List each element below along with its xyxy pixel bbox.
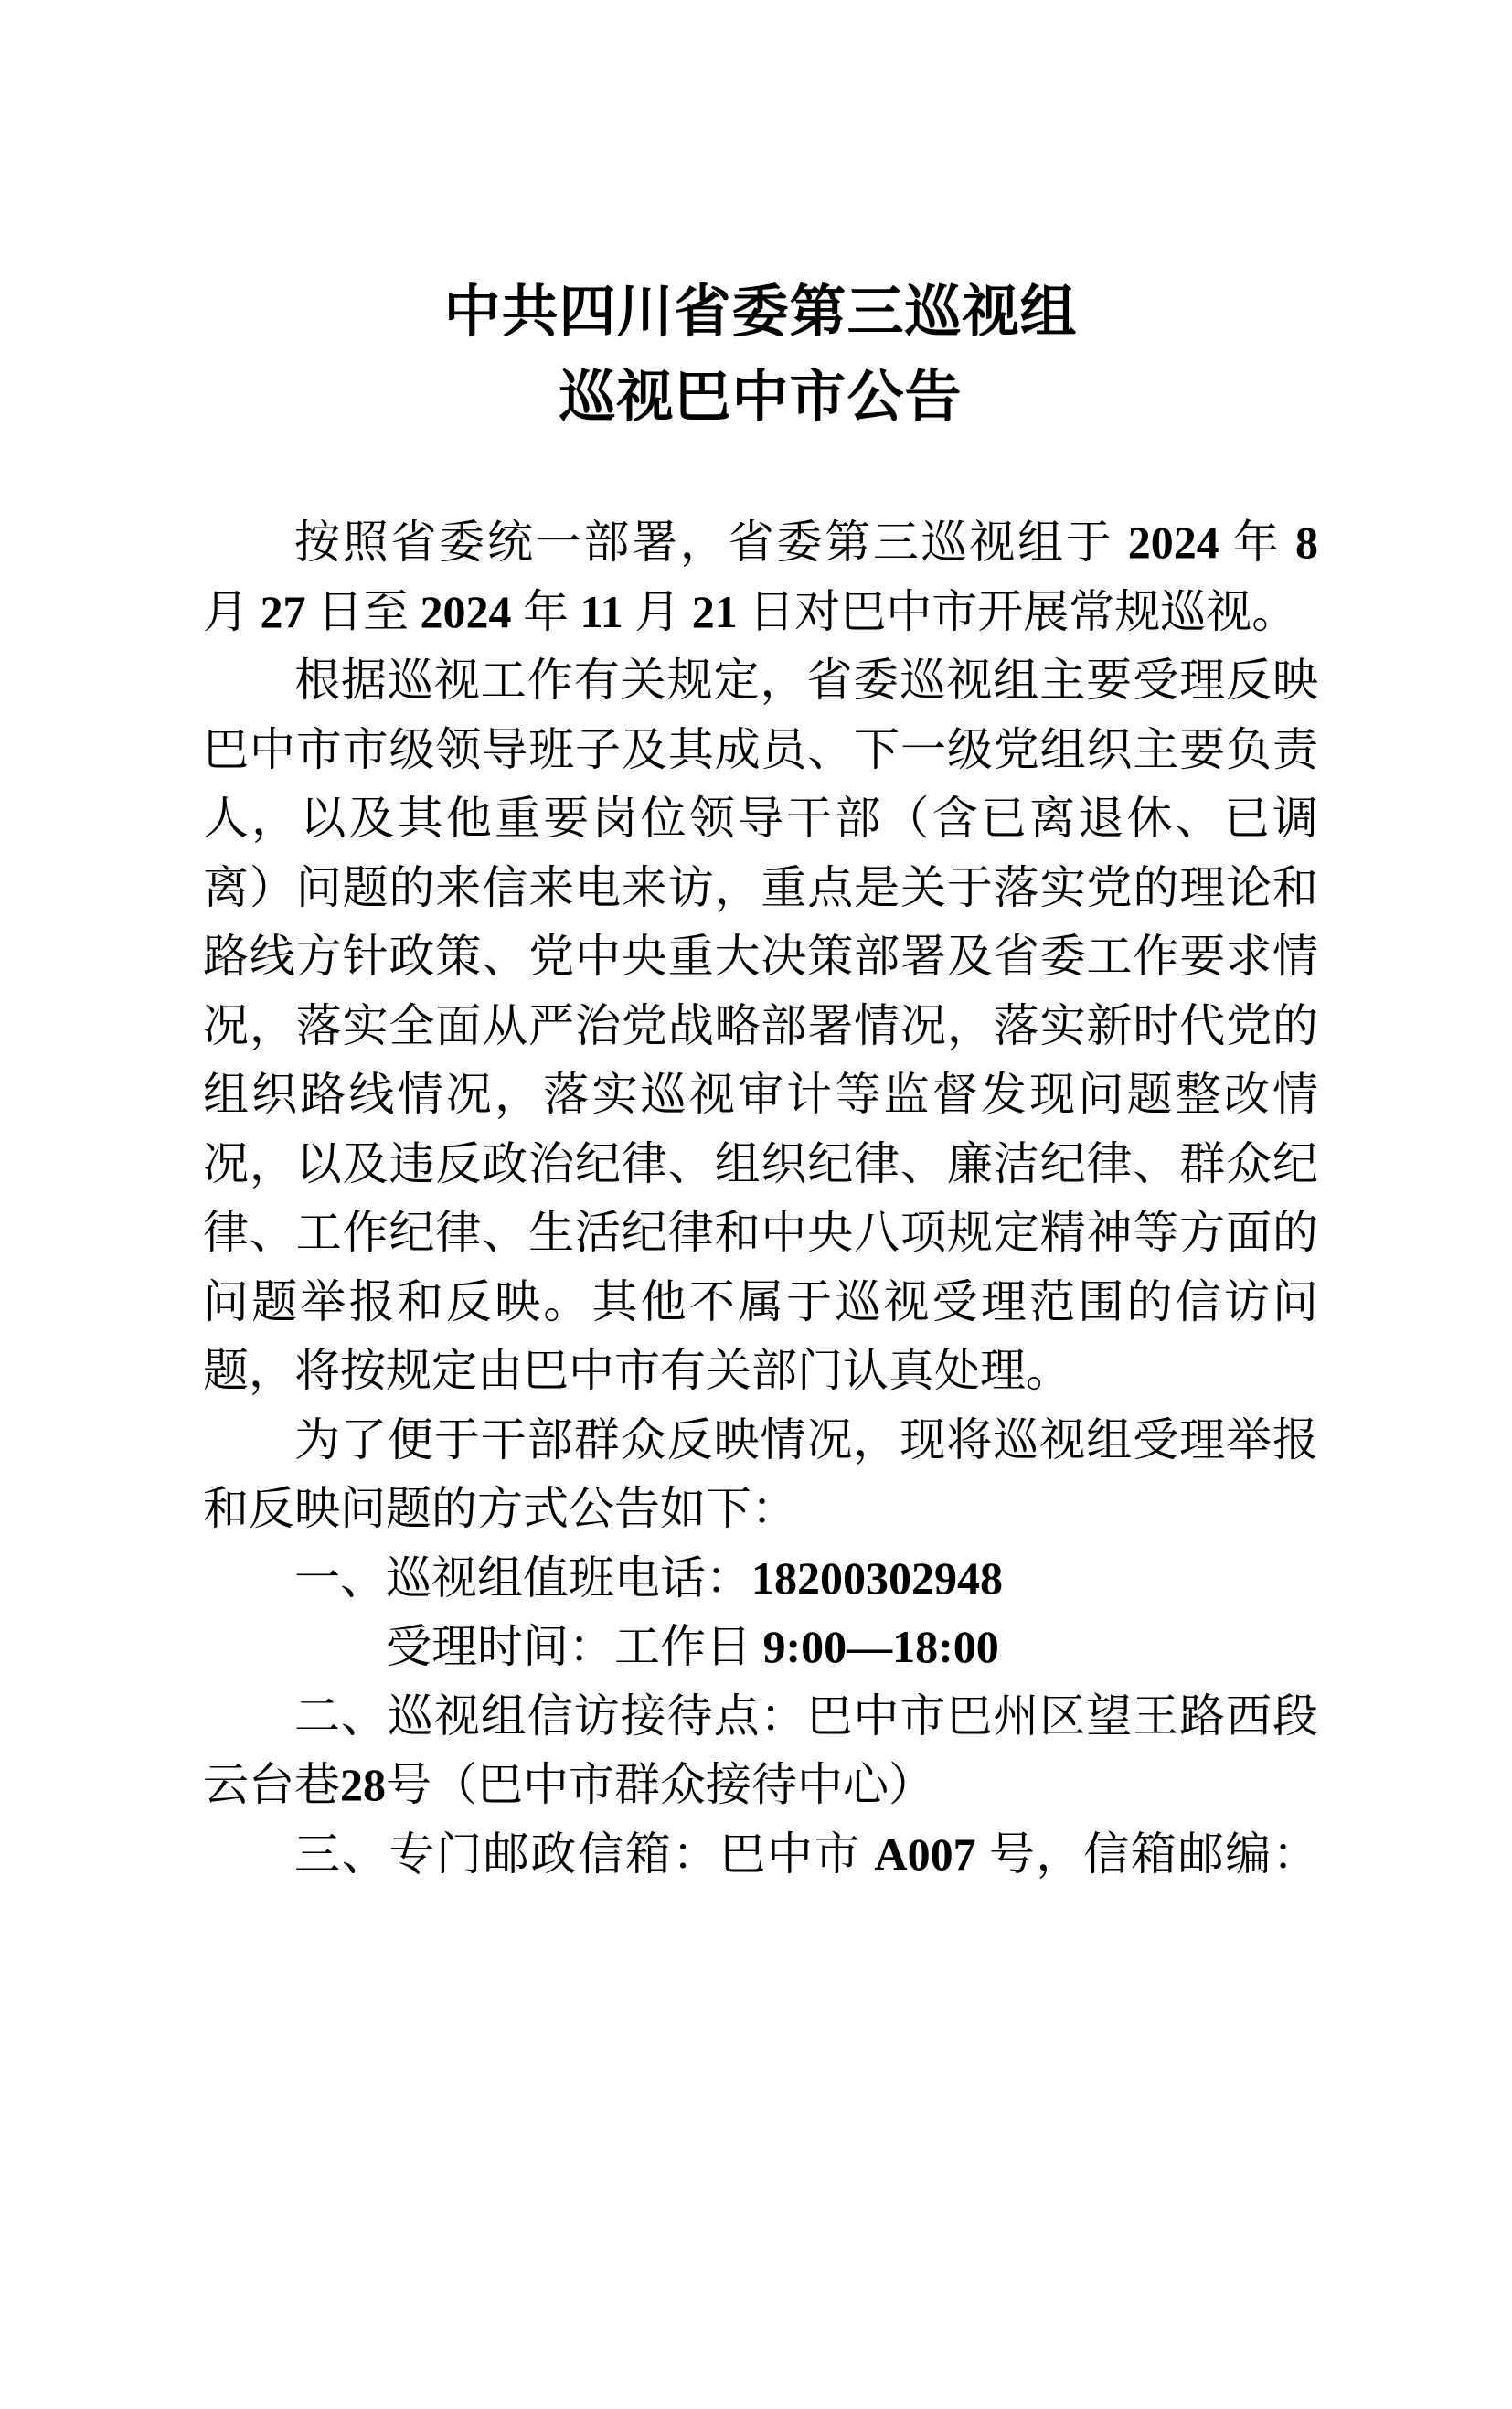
body-line-9 bbox=[203, 1061, 1318, 1130]
text-run: 巴中市市级领导班子及其成员、下一级党组织主要负责 bbox=[203, 723, 1318, 775]
body-line-5 bbox=[203, 784, 1318, 854]
text-run: 三、专门邮政信箱：巴中市 bbox=[294, 1828, 875, 1880]
text-run: 题，将按规定由巴中市有关部门认真处理。 bbox=[203, 1345, 1071, 1396]
emphasis-number: 11 bbox=[580, 585, 623, 637]
body-line-14 bbox=[203, 1406, 1318, 1476]
text-run: 律、工作纪律、生活纪律和中央八项规定精神等方面的 bbox=[203, 1207, 1318, 1258]
emphasis-number: 27 bbox=[260, 585, 306, 637]
emphasis-number: 28 bbox=[340, 1759, 386, 1810]
text-run: 受理时间：工作日 bbox=[386, 1621, 763, 1672]
announcement-page bbox=[0, 271, 1512, 2409]
body-line-12 bbox=[203, 1268, 1318, 1338]
body-line-15 bbox=[203, 1475, 1318, 1544]
text-run: 人，以及其他重要岗位领导干部（含已离退休、已调 bbox=[203, 793, 1318, 844]
body-line-11 bbox=[203, 1199, 1318, 1268]
emphasis-number: 9:00—18:00 bbox=[762, 1621, 999, 1672]
text-run: 和反映问题的方式公告如下： bbox=[203, 1483, 797, 1534]
text-run: 号，信箱邮编： bbox=[975, 1828, 1319, 1880]
text-run: 云台巷 bbox=[203, 1759, 340, 1810]
text-run: 路线方针政策、党中央重大决策部署及省委工作要求情 bbox=[203, 931, 1318, 982]
text-run: 况，以及违反政治纪律、组织纪律、廉洁纪律、群众纪 bbox=[203, 1137, 1318, 1189]
text-run: 为了便于干部群众反映情况，现将巡视组受理举报 bbox=[294, 1413, 1318, 1466]
title-line-1: 中共四川省委第三巡视组 bbox=[443, 282, 1078, 344]
text-run: 月 bbox=[623, 585, 692, 637]
emphasis-number: 18200302948 bbox=[751, 1551, 1003, 1604]
document-body bbox=[203, 508, 1318, 1889]
body-line-16 bbox=[203, 1544, 1318, 1614]
body-line-2 bbox=[203, 578, 1318, 647]
body-line-18 bbox=[203, 1682, 1318, 1752]
emphasis-number: 2024 bbox=[1127, 517, 1219, 568]
text-run: 况，落实全面从严治党战略部署情况，落实新时代党的 bbox=[203, 999, 1318, 1051]
title-line-2: 巡视巴中市公告 bbox=[559, 367, 963, 429]
body-line-3 bbox=[203, 646, 1318, 716]
emphasis-number: 2024 bbox=[420, 585, 512, 637]
body-line-20 bbox=[203, 1820, 1318, 1890]
text-run: 一、巡视组值班电话： bbox=[294, 1551, 751, 1604]
text-run: 二、巡视组信访接待点：巴中市巴州区望王路西段 bbox=[294, 1689, 1318, 1742]
text-run: 号（巴中市群众接待中心） bbox=[386, 1759, 934, 1810]
text-run: 日至 bbox=[305, 585, 421, 637]
text-run: 年 bbox=[1219, 517, 1296, 568]
emphasis-number: A007 bbox=[874, 1828, 976, 1880]
document-title bbox=[203, 271, 1318, 441]
text-run: 根据巡视工作有关规定，省委巡视组主要受理反映 bbox=[294, 655, 1318, 706]
body-line-17 bbox=[203, 1613, 1318, 1682]
body-line-7 bbox=[203, 922, 1318, 992]
text-run: 问题举报和反映。其他不属于巡视受理范围的信访问 bbox=[203, 1275, 1318, 1327]
body-line-4 bbox=[203, 716, 1318, 785]
text-run: 组织路线情况，落实巡视审计等监督发现问题整改情 bbox=[203, 1069, 1318, 1120]
body-line-8 bbox=[203, 992, 1318, 1061]
text-run: 月 bbox=[203, 585, 261, 637]
body-line-19 bbox=[203, 1751, 1318, 1820]
emphasis-number: 21 bbox=[691, 585, 738, 637]
text-run: 日对巴中市开展常规巡视。 bbox=[737, 585, 1298, 637]
text-run: 按照省委统一部署，省委第三巡视组于 bbox=[294, 517, 1128, 568]
body-line-1 bbox=[203, 508, 1318, 578]
text-run: 离）问题的来信来电来访，重点是关于落实党的理论和 bbox=[203, 861, 1318, 913]
body-line-6 bbox=[203, 854, 1318, 923]
emphasis-number: 8 bbox=[1295, 517, 1319, 568]
body-line-13 bbox=[203, 1337, 1318, 1406]
body-line-10 bbox=[203, 1130, 1318, 1199]
text-run: 年 bbox=[511, 585, 580, 637]
